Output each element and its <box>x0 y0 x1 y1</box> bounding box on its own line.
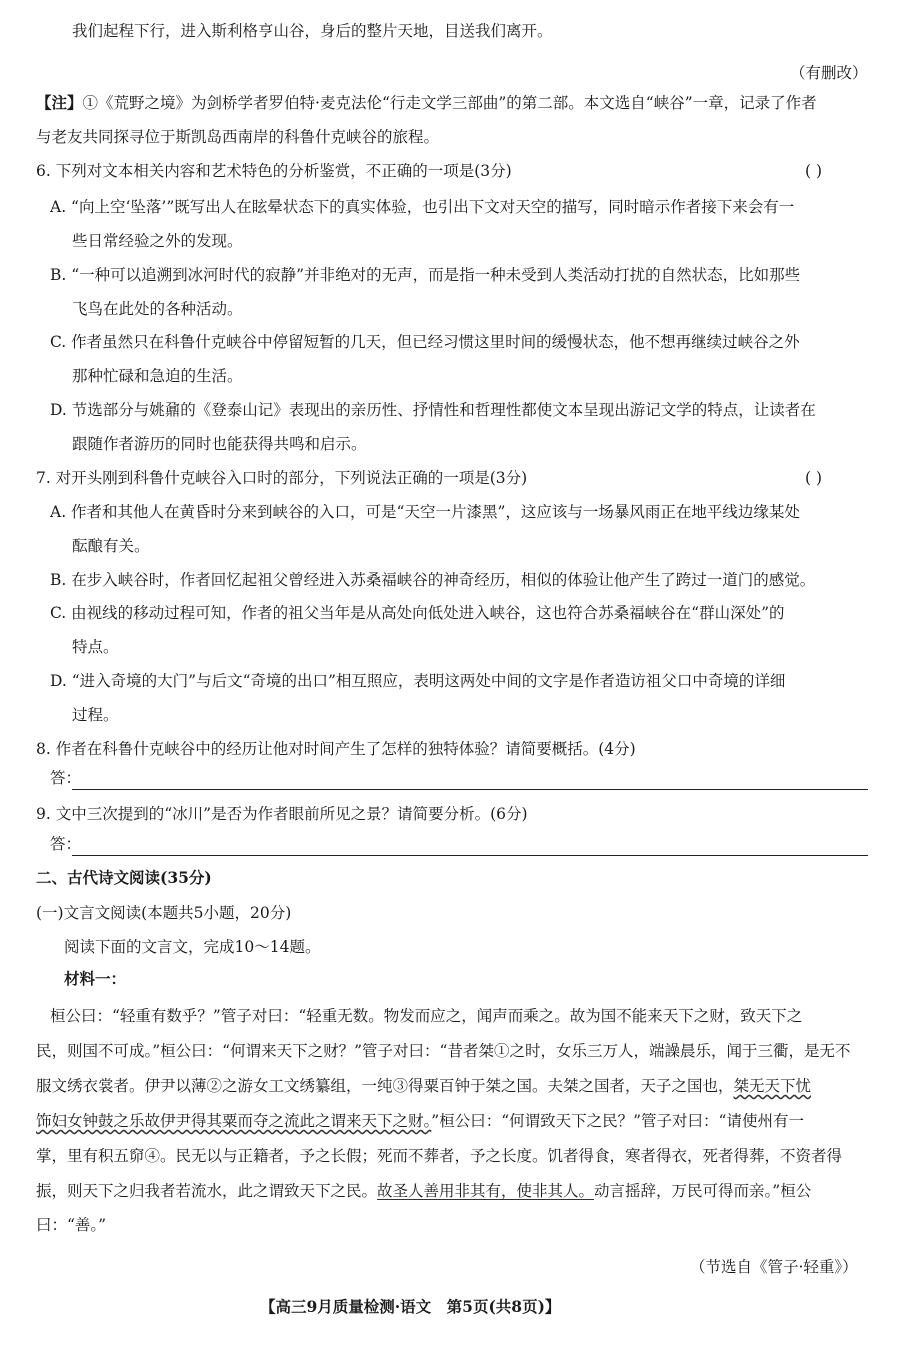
q6-option-b: B. “一种可以追溯到冰河时代的寂静”并非绝对的无声，而是指一种未受到人类活动打扰的自然状态，比如那些 <box>50 266 801 284</box>
wavy-underlined-text-cont: 饰妇女钟鼓之乐故伊尹得其粟而夺之流此之谓来天下之财。 <box>36 1112 432 1130</box>
q6-option-b-cont: 飞鸟在此处的各种活动。 <box>72 300 243 318</box>
q8-stem: 8. 作者在科鲁什克峡谷中的经历让他对时间产生了怎样的独特体验？请简要概括。(4分) <box>36 740 636 758</box>
q6-answer-bracket[interactable]: ( ) <box>805 162 823 180</box>
classical-text-line-2: 民，则国不可成。”桓公曰：“何谓来天下之财？”管子对曰：“昔者桀①之时，女乐三万人，端譟晨乐，闻于三衢，是无不 <box>36 1042 851 1060</box>
classical-text-line-7: 曰：“善。” <box>36 1216 107 1234</box>
section-title: 二、古代诗文阅读(35分) <box>36 868 212 887</box>
q7-option-a: A. 作者和其他人在黄昏时分来到峡谷的入口，可是“天空一片漆黑”，这应该与一场暴风雨正在地平线边缘某处 <box>50 503 800 521</box>
q6-option-c: C. 作者虽然只在科鲁什克峡谷中停留短暂的几天，但已经习惯这里时间的缓慢状态，他不想再继续过峡谷之外 <box>50 333 800 351</box>
q6-option-a: A. “向上空‘坠落’”既写出人在眩晕状态下的真实体验，也引出下文对天空的描写，同时暗示作者接下来会有一 <box>50 198 795 216</box>
q9-answer-label: 答： <box>50 835 82 853</box>
classical-text-line-6: 振，则天下之归我者若流水，此之谓致天下之民。故圣人善用非其有，使非其人。动言摇辞，万民可得而亲。”桓公 <box>36 1182 812 1200</box>
q9-answer-line[interactable] <box>72 855 868 856</box>
passage-final-line: 我们起程下行，进入斯利格亨山谷，身后的整片天地，目送我们离开。 <box>72 22 553 40</box>
reading-instruction: 阅读下面的文言文，完成10～14题。 <box>64 938 321 956</box>
q7-option-a-cont: 酝酿有关。 <box>72 537 150 555</box>
note-line-2: 与老友共同探寻位于斯凯岛西南岸的科鲁什克峡谷的旅程。 <box>36 128 440 146</box>
subsection-title: (一)文言文阅读(本题共5小题，20分) <box>36 904 292 922</box>
q9-stem: 9. 文中三次提到的“冰川”是否为作者眼前所见之景？请简要分析。(6分) <box>36 805 528 823</box>
material-label: 材料一： <box>64 969 127 988</box>
classical-text-line-5: 掌，里有积五窌④。民无以与正籍者，予之长假；死而不葬者，予之长度。饥者得食，寒者得衣，死者得葬，不资者得 <box>36 1147 843 1165</box>
q6-stem: 6. 下列对文本相关内容和艺术特色的分析鉴赏，不正确的一项是(3分) <box>36 162 512 180</box>
q7-answer-bracket[interactable]: ( ) <box>805 469 823 487</box>
q6-option-a-cont: 些日常经验之外的发现。 <box>72 232 243 250</box>
note-label: 【注】 <box>36 93 83 112</box>
q7-option-d: D. “进入奇境的大门”与后文“奇境的出口”相互照应，表明这两处中间的文字是作者造访祖父口中奇境的详细 <box>50 672 786 690</box>
q6-option-d: D. 节选部分与姚鼐的《登泰山记》表现出的亲历性、抒情性和哲理性都使文本呈现出游记文学的特点，让读者在 <box>50 401 816 419</box>
q6-option-c-cont: 那种忙碌和急迫的生活。 <box>72 367 243 385</box>
underlined-sentence: 故圣人善用非其有，使非其人。 <box>377 1182 595 1200</box>
q7-option-b: B. 在步入峡谷时，作者回忆起祖父曾经进入苏桑福峡谷的神奇经历，相似的体验让他产生了跨过一道门的感觉。 <box>50 571 816 589</box>
classical-text-line-4: 饰妇女钟鼓之乐故伊尹得其粟而夺之流此之谓来天下之财。”桓公曰：“何谓致天下之民？”管子对曰：“请使州有一 <box>36 1112 804 1130</box>
q7-option-c: C. 由视线的移动过程可知，作者的祖父当年是从高处向低处进入峡谷，这也符合苏桑福峡谷在“群山深处”的 <box>50 604 785 622</box>
wavy-underlined-text: 桀无天下忧 <box>733 1077 812 1095</box>
note-line-1: 【注】①《荒野之境》为剑桥学者罗伯特·麦克法伦“行走文学三部曲”的第二部。本文选自“峡谷”一章，记录了作者 <box>36 93 817 112</box>
classical-text-line-1: 桓公曰：“轻重有数乎？”管子对曰：“轻重无数。物发而应之，闻声而乘之。故为国不能来天下之财，致天下之 <box>50 1007 803 1025</box>
q7-option-d-cont: 过程。 <box>72 706 119 724</box>
q8-answer-line[interactable] <box>72 789 868 790</box>
q6-option-d-cont: 跟随作者游历的同时也能获得共鸣和启示。 <box>72 435 367 453</box>
source-note: （有删改） <box>790 64 868 82</box>
page-footer: 【高三9月质量检测·语文 第5页(共8页)】 <box>260 1297 561 1316</box>
q7-option-c-cont: 特点。 <box>72 638 119 656</box>
classical-source: （节选自《管子·轻重》） <box>690 1258 858 1276</box>
classical-text-line-3: 服文绣衣裳者。伊尹以薄②之游女工文绣纂组，一纯③得粟百钟于桀之国。夫桀之国者，天子之国也，桀无天下忧 <box>36 1077 812 1095</box>
q7-stem: 7. 对开头刚到科鲁什克峡谷入口时的部分，下列说法正确的一项是(3分) <box>36 469 528 487</box>
q8-answer-label: 答： <box>50 769 82 787</box>
